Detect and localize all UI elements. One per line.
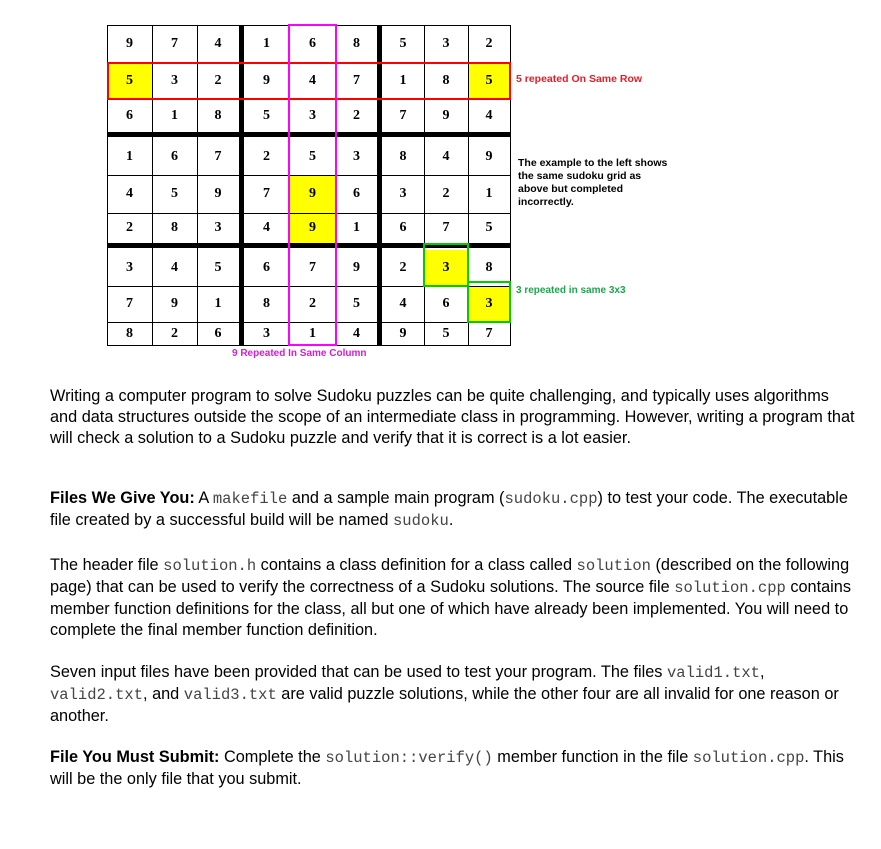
text-run: member function in the file: [492, 748, 693, 766]
sudoku-cell: 5: [171, 186, 178, 201]
sudoku-cell: 9: [353, 260, 360, 275]
sudoku-cell: 1: [263, 36, 270, 51]
text-run: contains member function definitions for the class, all but one of which have already been implemented. You will need to complete the final member function definition.: [50, 578, 851, 639]
grid-thick-line: [239, 25, 244, 345]
code-verify: solution::verify(): [325, 749, 493, 767]
text-run: , and: [143, 685, 184, 703]
grid-line: [107, 63, 511, 64]
code-makefile: makefile: [212, 490, 288, 508]
sudoku-cell: 6: [263, 260, 270, 275]
sudoku-cell: 8: [214, 107, 222, 123]
sudoku-cell: 4: [485, 107, 493, 123]
text-run: The header file: [50, 556, 164, 574]
grid-thick-line: [107, 132, 511, 137]
sudoku-cell: 3: [442, 36, 450, 51]
grid-line: [197, 25, 198, 345]
sudoku-cell: 4: [126, 186, 133, 201]
sudoku-cell: 7: [126, 296, 133, 311]
code-valid2: valid2.txt: [50, 686, 144, 704]
sudoku-cell: 5: [107, 63, 152, 99]
sudoku-cell: 1: [353, 220, 360, 235]
sudoku-cell: 4: [263, 220, 270, 235]
text-run: contains a class definition for a class called: [256, 556, 577, 574]
sudoku-cell: 2: [171, 325, 178, 341]
sudoku-cell: 6: [353, 186, 360, 201]
text-run: are valid puzzle solutions, while the other four are all invalid for one reason or another.: [50, 685, 839, 725]
text-run: Complete the: [219, 748, 326, 766]
sudoku-cell: 9: [485, 149, 493, 164]
grid-line: [107, 213, 511, 214]
sudoku-grid: [107, 25, 510, 345]
sudoku-cell: 3: [126, 260, 133, 275]
sudoku-cell: 7: [263, 186, 270, 201]
grid-line: [107, 175, 511, 176]
grid-line: [107, 286, 511, 287]
text-run: . This will be the only file that you submit.: [50, 748, 844, 788]
text-run: ) to test your code. The executable file created by a successful build will be named: [50, 489, 848, 529]
sudoku-cell: 7: [442, 220, 450, 235]
box-error-annotation: 3 repeated in same 3x3: [516, 285, 626, 296]
sudoku-cell: 5: [468, 63, 510, 99]
sudoku-cell: 6: [442, 296, 450, 311]
sudoku-cell: 3: [353, 149, 360, 164]
sudoku-cell: 3: [263, 325, 270, 341]
sudoku-cell: 2: [399, 260, 407, 275]
sudoku-cell: 3: [424, 250, 468, 286]
code-solution-h: solution.h: [163, 557, 257, 575]
grid-line: [107, 99, 511, 100]
sudoku-cell: 8: [485, 260, 493, 275]
sudoku-cell: 5: [399, 36, 407, 51]
header-file-paragraph: [50, 555, 860, 641]
grid-line: [468, 25, 469, 345]
text-run: ,: [759, 663, 765, 681]
sudoku-cell: 9: [399, 325, 407, 341]
sudoku-cell: 1: [485, 186, 493, 201]
sudoku-cell: 6: [399, 220, 407, 235]
grid-thick-line: [377, 25, 382, 345]
sudoku-cell: 2: [263, 149, 270, 164]
sudoku-cell: 1: [126, 149, 133, 164]
submit-label: File You Must Submit:: [50, 748, 220, 766]
sudoku-cell: 9: [289, 213, 336, 243]
sudoku-cell: 9: [289, 175, 336, 213]
sudoku-cell: 5: [353, 296, 360, 311]
grid-line: [510, 25, 511, 345]
code-sudoku-cpp: sudoku.cpp: [504, 490, 598, 508]
sudoku-cell: 6: [309, 36, 316, 51]
code-solution-cpp-2: solution.cpp: [692, 749, 805, 767]
code-solution-cpp: solution.cpp: [674, 579, 786, 597]
sudoku-cell: 4: [399, 296, 407, 311]
sudoku-cell: 5: [442, 325, 450, 341]
sudoku-cell: 9: [214, 186, 222, 201]
grid-line: [152, 25, 153, 345]
intro-paragraph: Writing a computer program to solve Sudoku puzzles can be quite challenging, and typically uses algorithms and data structures outside the scope of an intermediate class in programming. However, writing a program that will check a solution to a Sudoku puzzle and verify that it is correct is a lot easier.: [50, 387, 855, 447]
grid-line: [336, 25, 337, 345]
sudoku-cell: 8: [126, 325, 133, 341]
sudoku-cell: 3: [171, 73, 178, 88]
sudoku-cell: 8: [442, 73, 450, 88]
sudoku-cell: 4: [309, 73, 316, 88]
code-solution: solution: [576, 557, 651, 575]
sudoku-cell: 5: [309, 149, 316, 164]
grid-line: [107, 25, 108, 345]
sudoku-cell: 4: [214, 36, 222, 51]
sudoku-cell: 9: [442, 107, 450, 123]
code-valid1: valid1.txt: [666, 664, 760, 682]
sudoku-cell: 4: [442, 149, 450, 164]
sudoku-cell: 2: [442, 186, 450, 201]
sudoku-cell: 3: [214, 220, 222, 235]
sudoku-cell: 7: [309, 260, 316, 275]
input-files-paragraph: [50, 662, 860, 727]
sudoku-cell: 2: [309, 296, 316, 311]
sudoku-cell: 7: [214, 149, 222, 164]
sudoku-cell: 6: [171, 149, 178, 164]
sudoku-cell: 3: [309, 107, 316, 123]
sudoku-cell: 2: [353, 107, 360, 123]
sudoku-cell: 3: [468, 286, 510, 322]
text-run: A: [194, 489, 213, 507]
grid-line: [107, 25, 511, 26]
sudoku-cell: 5: [485, 220, 493, 235]
submit-paragraph: [50, 747, 860, 790]
figure-description: The example to the left shows the same sudoku grid as above but completed incorrectly.: [518, 157, 668, 208]
sudoku-cell: 8: [263, 296, 270, 311]
sudoku-cell: 8: [171, 220, 178, 235]
sudoku-cell: 9: [171, 296, 178, 311]
sudoku-cell: 8: [353, 36, 360, 51]
sudoku-cell: 1: [171, 107, 178, 123]
text-run: .: [448, 511, 454, 529]
grid-line: [289, 25, 290, 345]
sudoku-cell: 6: [214, 325, 222, 341]
sudoku-cell: 3: [399, 186, 407, 201]
sudoku-cell: 2: [485, 36, 493, 51]
sudoku-cell: 8: [399, 149, 407, 164]
sudoku-cell: 7: [171, 36, 178, 51]
sudoku-cell: 2: [214, 73, 222, 88]
files-given-paragraph: [50, 488, 860, 532]
sudoku-cell: 7: [353, 73, 360, 88]
sudoku-cell: 7: [399, 107, 407, 123]
text-run: Seven input files have been provided that can be used to test your program. The files: [50, 663, 667, 681]
code-sudoku: sudoku: [393, 512, 449, 530]
grid-thick-line: [107, 243, 511, 248]
grid-line: [107, 322, 511, 323]
sudoku-cell: 9: [126, 36, 133, 51]
row-error-annotation: 5 repeated On Same Row: [516, 73, 643, 85]
sudoku-cell: 4: [171, 260, 178, 275]
text-run: and a sample main program (: [287, 489, 505, 507]
sudoku-cell: 1: [399, 73, 407, 88]
code-valid3: valid3.txt: [183, 686, 277, 704]
sudoku-cell: 1: [214, 296, 222, 311]
sudoku-cell: 9: [263, 73, 270, 88]
grid-line: [107, 345, 511, 346]
sudoku-cell: 1: [309, 325, 316, 341]
files-given-label: Files We Give You:: [50, 489, 195, 507]
text-run: (described on the following page) that can be used to verify the correctness of a Sudoku solutions. The source file: [50, 556, 850, 596]
column-error-annotation: 9 Repeated In Same Column: [232, 348, 367, 359]
sudoku-cell: 5: [214, 260, 222, 275]
sudoku-cell: 5: [263, 107, 270, 123]
sudoku-cell: 2: [126, 220, 133, 235]
sudoku-cell: 4: [353, 325, 360, 341]
grid-line: [424, 25, 425, 345]
sudoku-cell: 7: [485, 325, 493, 341]
sudoku-cell: 6: [126, 107, 133, 123]
